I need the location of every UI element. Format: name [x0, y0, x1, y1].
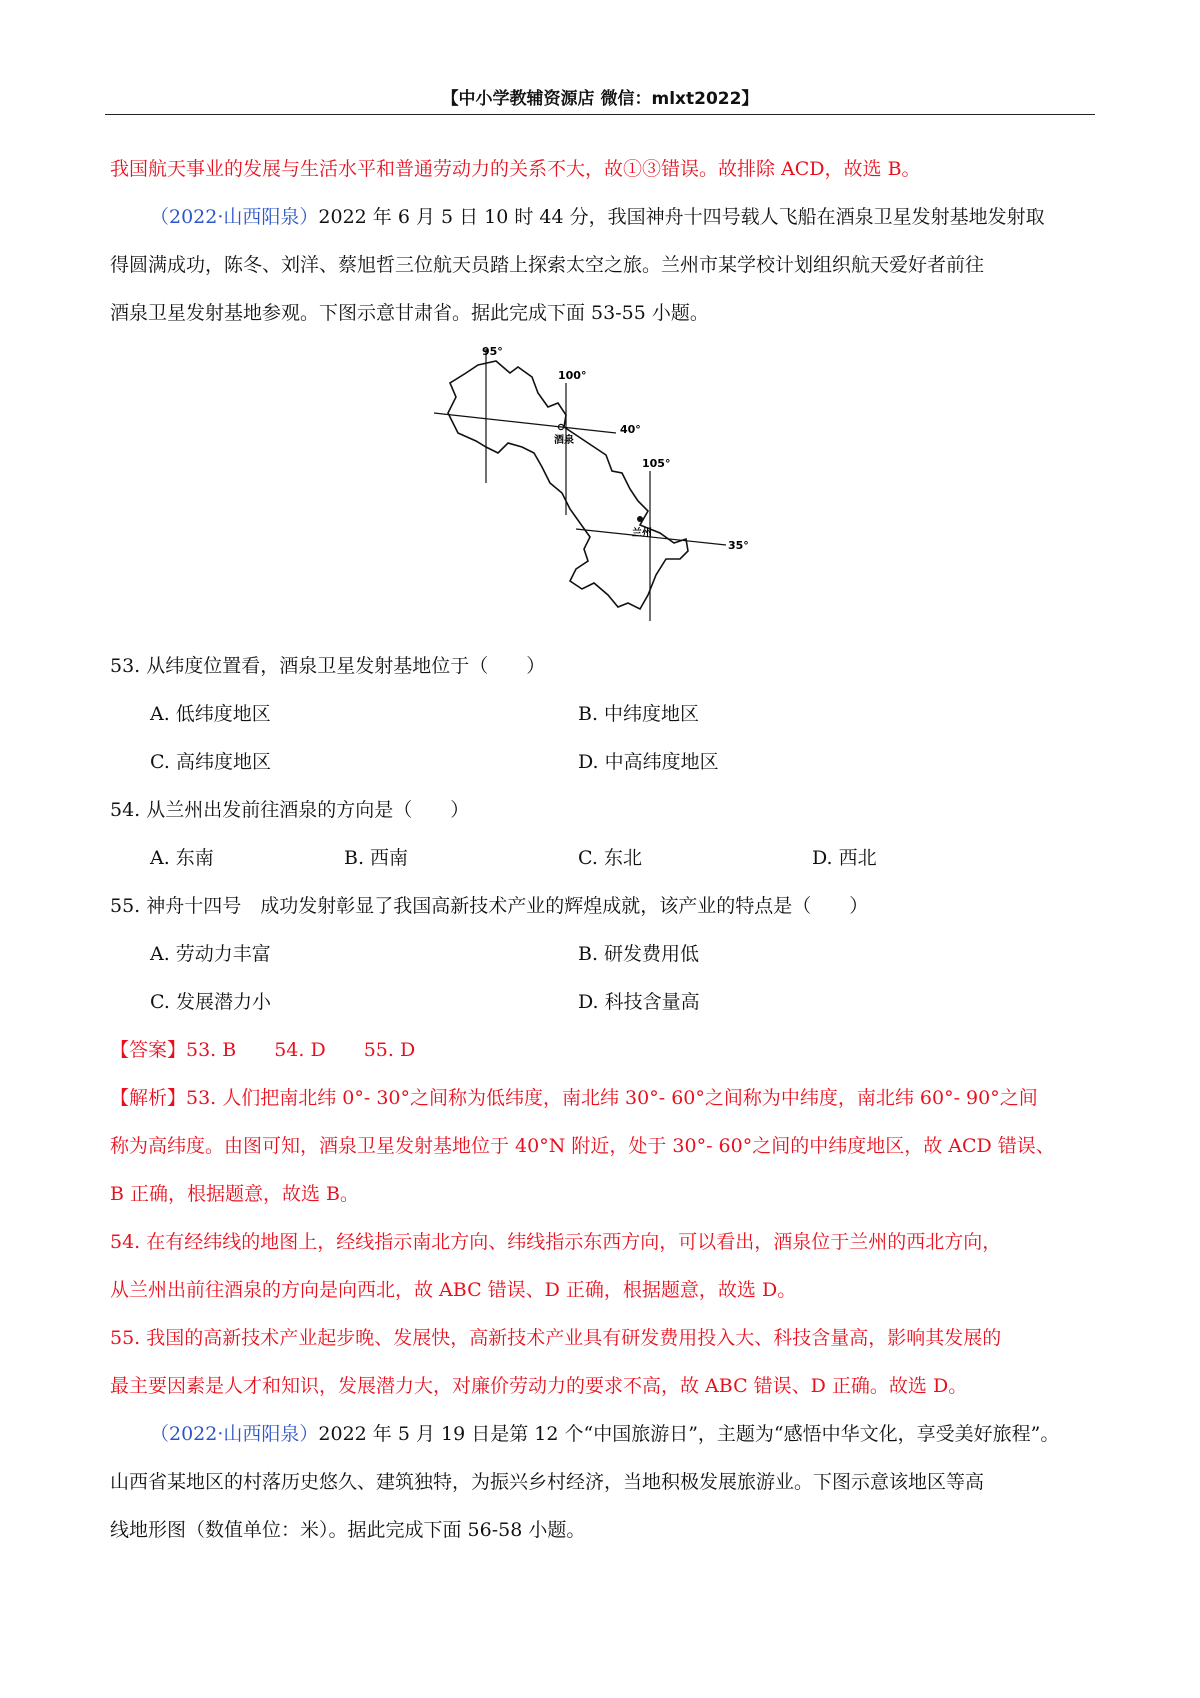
lanzhou-label: 兰州: [632, 528, 652, 539]
q55-option-b: B. 研发费用低: [578, 943, 700, 965]
q54-option-b: B. 西南: [344, 847, 409, 869]
gansu-map: [426, 343, 766, 633]
q54-option-c: C. 东北: [578, 847, 642, 869]
header-rule: [105, 114, 1095, 115]
page-content: [110, 145, 1095, 1554]
passage1-line1: [110, 193, 1095, 241]
q54-option-d: D. 西北: [812, 847, 877, 869]
page-header: 【中小学教辅资源店 微信：mlxt2022】: [441, 89, 759, 109]
label-40: 40°: [620, 423, 641, 436]
q53-option-d: D. 中高纬度地区: [578, 751, 719, 773]
analysis-line4: 54. 在有经纬线的地图上，经线指示南北方向、纬线指示东西方向，可以看出，酒泉位于兰州的西北方向，: [110, 1231, 1002, 1253]
answer-line: 【答案】53. B 54. D 55. D: [110, 1039, 416, 1061]
q55-options-row2: [110, 978, 1095, 1026]
q54-options: [110, 834, 1095, 882]
analysis-line7: 最主要因素是人才和知识，发展潜力大，对廉价劳动力的要求不高，故 ABC 错误、D 正确。故选 D。: [110, 1375, 968, 1397]
q53-options-row1: [110, 690, 1095, 738]
passage2-source: （2022·山西阳泉）: [150, 1423, 319, 1445]
q54-stem: 54. 从兰州出发前往酒泉的方向是（ ）: [110, 799, 470, 821]
gansu-map-figure: [110, 337, 1095, 642]
analysis-line3: B 正确，根据题意，故选 B。: [110, 1183, 360, 1205]
passage2-line3: 线地形图（数值单位：米）。据此完成下面 56-58 小题。: [110, 1519, 586, 1541]
parallel-40: [434, 413, 616, 433]
q55-stem: 55. 神舟十四号 成功发射彰显了我国高新技术产业的辉煌成就，该产业的特点是（ ）: [110, 895, 869, 917]
lanzhou-dot: [637, 516, 643, 522]
passage1-line3: 酒泉卫星发射基地参观。下图示意甘肃省。据此完成下面 53-55 小题。: [110, 302, 709, 324]
label-35: 35°: [728, 539, 749, 552]
passage1-line2: 得圆满成功，陈冬、刘洋、蔡旭哲三位航天员踏上探索太空之旅。兰州市某学校计划组织航天爱好者前往: [110, 254, 985, 276]
gansu-outline: [448, 361, 688, 609]
passage2-line1: [110, 1410, 1095, 1458]
q53-stem: 53. 从纬度位置看，酒泉卫星发射基地位于（ ）: [110, 655, 546, 677]
q53-options-row2: [110, 738, 1095, 786]
analysis-line5: 从兰州出前往酒泉的方向是向西北，故 ABC 错误、D 正确，根据题意，故选 D。: [110, 1279, 797, 1301]
q55-option-a: A. 劳动力丰富: [150, 943, 271, 965]
passage1-source: （2022·山西阳泉）: [150, 206, 319, 228]
analysis-line1: 【解析】53. 人们把南北纬 0°- 30°之间称为低纬度，南北纬 30°- 60°之间称为中纬度，南北纬 60°- 90°之间: [110, 1087, 1038, 1109]
passage1-text1: 2022 年 6 月 5 日 10 时 44 分，我国神舟十四号载人飞船在酒泉卫星发射基地发射取: [318, 206, 1045, 228]
analysis-line6: 55. 我国的高新技术产业起步晚、发展快，高新技术产业具有研发费用投入大、科技含量高，影响其发展的: [110, 1327, 1002, 1349]
q55-options-row1: [110, 930, 1095, 978]
q54-option-a: A. 东南: [150, 847, 214, 869]
q53-option-a: A. 低纬度地区: [150, 703, 271, 725]
passage2-text1: 2022 年 5 月 19 日是第 12 个“中国旅游日”，主题为“感悟中华文化，享受美好旅程”。: [318, 1423, 1060, 1445]
q53-option-b: B. 中纬度地区: [578, 703, 700, 725]
q55-option-c: C. 发展潜力小: [150, 991, 271, 1013]
label-100: 100°: [558, 369, 587, 382]
label-95: 95°: [482, 345, 503, 358]
q53-option-c: C. 高纬度地区: [150, 751, 271, 773]
label-105: 105°: [642, 457, 671, 470]
prev-analysis-end: 我国航天事业的发展与生活水平和普通劳动力的关系不大，故①③错误。故排除 ACD，故选 B。: [110, 158, 921, 180]
passage2-line2: 山西省某地区的村落历史悠久、建筑独特，为振兴乡村经济，当地积极发展旅游业。下图示意该地区等高: [110, 1471, 985, 1493]
jiuquan-label: 酒泉: [554, 435, 574, 446]
q55-option-d: D. 科技含量高: [578, 991, 700, 1013]
analysis-line2: 称为高纬度。由图可知，酒泉卫星发射基地位于 40°N 附近，处于 30°- 60°之间的中纬度地区，故 ACD 错误、: [110, 1135, 1055, 1157]
